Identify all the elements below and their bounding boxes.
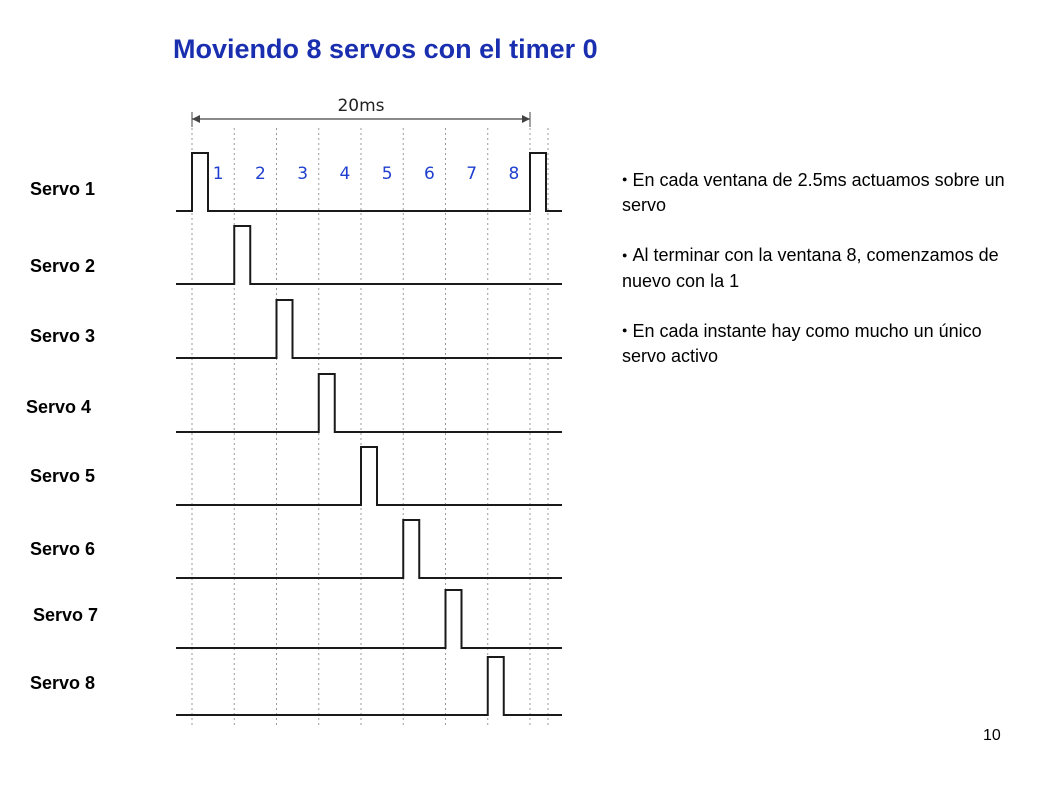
window-label: 2 <box>254 164 266 184</box>
servo-label-5: Servo 5 <box>30 466 96 486</box>
servo-waveform-2 <box>176 226 562 284</box>
servo-label-6: Servo 6 <box>30 539 96 559</box>
bullet-dot-icon: ● <box>622 174 628 185</box>
bullet-dot-icon: ● <box>622 324 628 335</box>
window-gridlines <box>192 128 548 728</box>
servo-label-1: Servo 1 <box>30 179 96 199</box>
window-labels <box>213 164 520 184</box>
bullet-item: ● En cada ventana de 2.5ms actuamos sobre un servo <box>622 170 1005 216</box>
bullet-item: ● En cada instante hay como mucho un único servo activo <box>622 320 982 366</box>
servo-label-7: Servo 7 <box>33 605 99 625</box>
slide-title: Moviendo 8 servos con el timer 0 <box>173 34 598 64</box>
window-label: 8 <box>508 164 520 184</box>
servo-waveform-5 <box>176 447 562 505</box>
servo-waveform-8 <box>176 657 562 715</box>
window-label: 3 <box>297 164 309 184</box>
servo-label-3: Servo 3 <box>30 326 96 346</box>
page-number: 10 <box>983 727 1001 744</box>
bullet-item: ● Al terminar con la ventana 8, comenzamos de nuevo con la 1 <box>622 245 999 291</box>
window-label: 7 <box>466 164 478 184</box>
window-label: 6 <box>423 164 435 184</box>
servo-label-4: Servo 4 <box>26 397 92 417</box>
bullet-list <box>622 168 1022 394</box>
bullet-dot-icon: ● <box>622 249 628 260</box>
period-label: 20ms <box>337 96 385 116</box>
window-label: 5 <box>381 164 393 184</box>
servo-label-2: Servo 2 <box>30 256 96 276</box>
servo-label-8: Servo 8 <box>30 673 96 693</box>
window-label: 1 <box>212 164 224 184</box>
window-label: 4 <box>339 164 351 184</box>
servo-waveform-1 <box>176 153 562 211</box>
